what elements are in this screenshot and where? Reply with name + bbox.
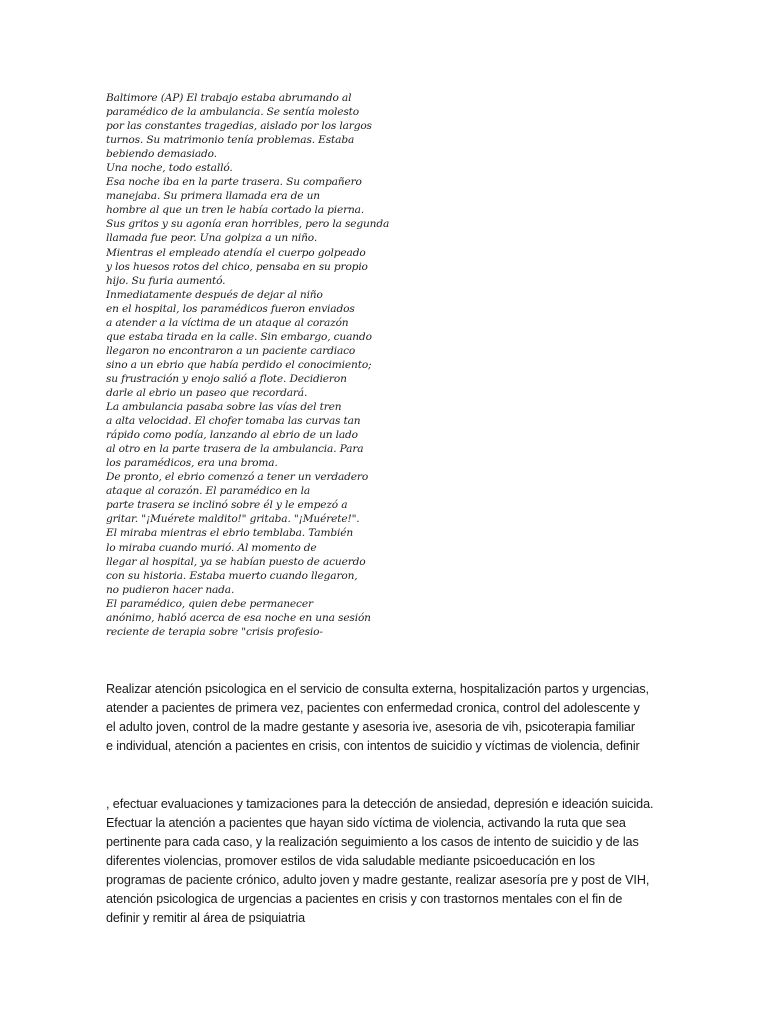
paragraph-line: , efectuar evaluaciones y tamizaciones para la detección de ansiedad, depresión e ideación suicida. — [106, 797, 654, 811]
duties-paragraph — [106, 680, 666, 756]
article-line: Inmediatamente después de dejar al niño — [106, 288, 323, 301]
article-line: llamada fue peor. Una golpiza a un niño. — [106, 232, 318, 245]
article-line: y los huesos rotos del chico, pensaba en su propio — [106, 260, 368, 273]
article-line: llegar al hospital, ya se habían puesto de acuerdo — [106, 555, 366, 568]
paragraph-line: e individual, atención a pacientes en crisis, con intentos de suicidio y víctimas de violencia, definir — [106, 739, 640, 753]
article-line: bebiendo demasiado. — [106, 148, 217, 161]
article-line: a atender a la víctima de un ataque al corazón — [106, 316, 349, 329]
article-line: gritar. "¡Muérete maldito!" gritaba. "¡Muérete!". — [106, 513, 360, 526]
article-line: hijo. Su furia aumentó. — [106, 274, 226, 287]
article-line: con su historia. Estaba muerto cuando llegaron, — [106, 569, 358, 582]
article-line: manejaba. Su primera llamada era de un — [106, 190, 320, 203]
article-line: no pudieron hacer nada. — [106, 583, 235, 596]
article-line: parte trasera se inclinó sobre él y le empezó a — [106, 499, 348, 512]
paragraph-line: Efectuar la atención a pacientes que hayan sido víctima de violencia, activando la ruta que sea — [106, 816, 626, 830]
article-line: darle al ebrio un paseo que recordará. — [106, 386, 308, 399]
paragraph-line: el adulto joven, control de la madre gestante y asesoria ive, asesoria de vih, psicoterapia familiar — [106, 720, 636, 734]
article-line: La ambulancia pasaba sobre las vías del tren — [106, 401, 342, 414]
article-line: El paramédico, quien debe permanecer — [106, 597, 313, 610]
paragraph-line: atención psicologica de urgencias a pacientes en crisis y con trastornos mentales con el fin de — [106, 892, 623, 906]
article-line: su frustración y enojo salió a flote. Decidieron — [106, 372, 347, 385]
duties-continuation-paragraph — [106, 795, 666, 928]
article-line: rápido como podía, lanzando al ebrio de un lado — [106, 429, 358, 442]
article-line: llegaron no encontraron a un paciente cardiaco — [106, 344, 356, 357]
article-line: Baltimore (AP) El trabajo estaba abrumando al — [106, 92, 352, 104]
article-line: que estaba tirada en la calle. Sin embargo, cuando — [106, 330, 372, 343]
article-line: reciente de terapia sobre "crisis profesio- — [106, 625, 323, 638]
article-line: El miraba mientras el ebrio temblaba. También — [106, 527, 354, 540]
paragraph-line: atender a pacientes de primera vez, pacientes con enfermedad cronica, control del adolescente y — [106, 701, 640, 715]
paragraph-line: pertinente para cada caso, y la realización seguimiento a los casos de intento de suicidio y de las — [106, 835, 639, 849]
paragraph-line: definir y remitir al área de psiquiatria — [106, 911, 305, 925]
article-line: los paramédicos, era una broma. — [106, 457, 278, 470]
article-line: por las constantes tragedias, aislado por los largos — [106, 120, 372, 133]
article-line: De pronto, el ebrio comenzó a tener un verdadero — [106, 471, 369, 484]
article-line: lo miraba cuando murió. Al momento de — [106, 541, 317, 554]
paragraph-line: diferentes violencias, promover estilos de vida saludable mediante psicoeducación en los — [106, 854, 595, 868]
article-line: Sus gritos y su agonía eran horribles, pero la segunda — [106, 218, 390, 231]
article-line: anónimo, habló acerca de esa noche en una sesión — [106, 611, 371, 624]
article-line: al otro en la parte trasera de la ambulancia. Para — [106, 443, 364, 456]
article-line: Mientras el empleado atendía el cuerpo golpeado — [106, 246, 366, 259]
article-line: Esa noche iba en la parte trasera. Su compañero — [106, 176, 362, 189]
article-line: ataque al corazón. El paramédico en la — [106, 485, 311, 498]
news-article-excerpt — [106, 91, 406, 639]
article-line: paramédico de la ambulancia. Se sentía molesto — [106, 106, 359, 119]
article-line: a alta velocidad. El chofer tomaba las curvas tan — [106, 415, 361, 428]
article-line: Una noche, todo estalló. — [106, 162, 233, 175]
article-line: hombre al que un tren le había cortado la pierna. — [106, 204, 365, 217]
article-line: en el hospital, los paramédicos fueron enviados — [106, 302, 355, 315]
article-line: turnos. Su matrimonio tenía problemas. Estaba — [106, 134, 355, 147]
paragraph-line: Realizar atención psicologica en el servicio de consulta externa, hospitalización partos y urgencias, — [106, 682, 649, 696]
paragraph-line: programas de paciente crónico, adulto joven y madre gestante, realizar asesoría pre y post de VIH, — [106, 873, 650, 887]
article-line: sino a un ebrio que había perdido el conocimiento; — [106, 358, 372, 371]
